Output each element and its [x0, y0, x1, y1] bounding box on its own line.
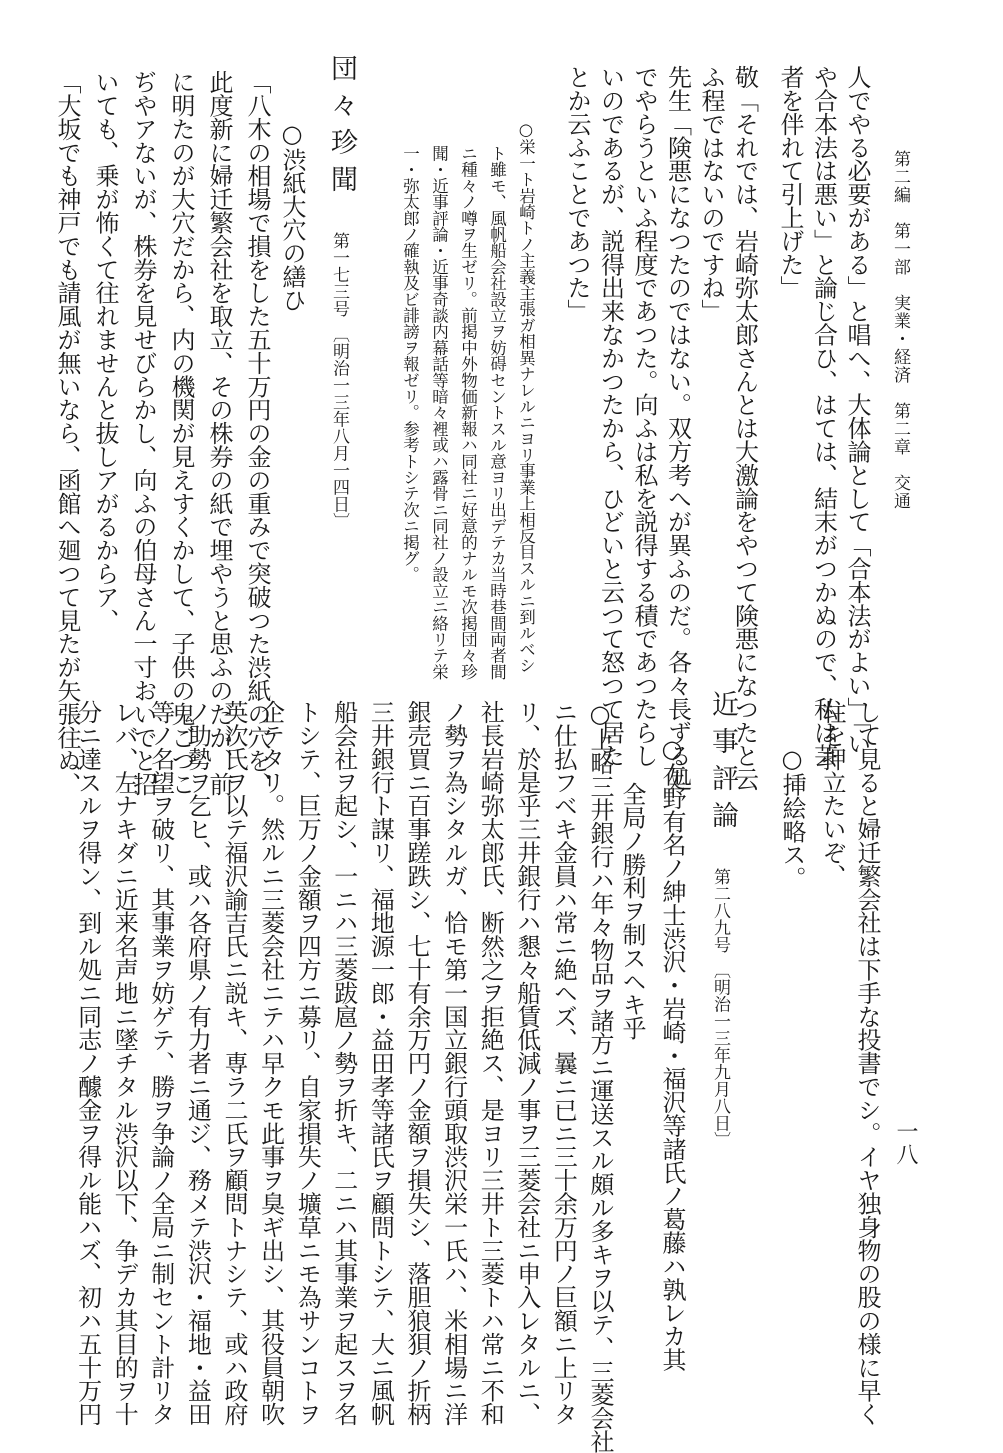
text-column: でやらうといふ程度であつた。向ふは私を説得する積であつたらし [630, 65, 658, 768]
dandan-issue: 第一七三号 〔明治一三年八月一四日〕 [329, 232, 349, 530]
text-column: 船会社ヲ起シ、一ニハ三菱跋扈ノ勢ヲ折キ、二ニハ其事業ヲ起スヲ名 [329, 700, 358, 1426]
text-column: ○上略三井銀行ハ年々物品ヲ諸方ニ運送スル頗ル多キヲ以テ、三菱会社 [586, 700, 614, 1453]
text-column: ノ助勢ヲ乞ヒ、或ハ各府県ノ有力者ニ通ジ、務メテ渋沢・福地・益田 [183, 700, 212, 1426]
text-column: 「大坂でも神戸でも請風が無いなら、函館へ廻つて見たが矢張往ぬ、 [53, 70, 81, 796]
text-column: 者を伴れて引上げた」 [776, 65, 804, 300]
text-column: に明たのが大穴だから、内の機関が見えすくかして、子供の鬼ごつこ [167, 70, 195, 796]
note-column: ト雖モ、風帆船会社設立ヲ妨碍セントスル意ヨリ出デテカ当時巷間両者間 [487, 145, 507, 680]
text-column: ふ程ではないのですね」 [697, 65, 725, 323]
note-column: ニ種々ノ噂ヲ生ゼリ。前掲中外物価新報ハ同社ニ好意的ナルモ次掲団々珍 [458, 145, 478, 680]
text-column: 柱を押立たいぞ、 [818, 700, 846, 888]
text-column: や合本法は悪い」と論じ合ひ、はては、結末がつかぬので、私は芸 [809, 65, 838, 768]
text-column: 人でやる必要がある」と唱へ、大体論として「合本法がよい」「い [843, 65, 871, 756]
text-column: 等ノ名望ヲ破リ、其事業ヲ妨ゲテ、勝ヲ争論ノ全局ニ制セント計リタ [146, 700, 175, 1426]
text-column: いのであるが、説得出来なかつたから、ひどいと云つて怒つて居た [596, 65, 625, 768]
text-column: 英次氏ヲ以テ福沢諭吉氏ニ説キ、専ラ二氏ヲ顧問トナシテ、或ハ政府 [220, 700, 248, 1426]
text-column: いても、乗が怖くて往れませんと抜しアがるからア、 [91, 70, 119, 632]
kinji-title: 近事評論 [707, 690, 738, 838]
text-column: 企テタリ。然ルニ三菱会社ニテハ早クモ此事ヲ臭ギ出シ、其役員朝吹 [256, 700, 285, 1426]
text-column: ノ勢ヲ為シタルガ、恰モ第一国立銀行頭取渋沢栄一氏ハ、米相場ニ洋 [439, 700, 468, 1426]
text-column: トシテ、巨万ノ金額ヲ四方ニ募リ、自家損失ノ壙草ニモ為サンコトヲ [293, 700, 322, 1426]
text-column: 三井銀行ト謀リ、福地源一郎・益田孝等諸氏ヲ顧問トシテ、大ニ風帆 [366, 700, 395, 1426]
text-column: リ、於是乎三井銀行ハ懇々船賃低減ノ事ヲ三菱会社ニ申入レタルニ、 [512, 700, 541, 1426]
note-column: 一・弥太郎ノ確執及ビ誹謗ヲ報ゼリ。参考トシテ次ニ掲グ。 [400, 145, 420, 583]
text-column: 社長岩崎弥太郎氏、断然之ヲ拒絶ス、是ヨリ三井ト三菱トハ常ニ不和 [476, 700, 505, 1426]
kinji-subheading-2: 全局ノ勝利ヲ制スヘキ乎 [618, 782, 646, 1040]
text-column: 「八木の相場で損をした五十万円の金の重みで突破つた渋紙の穴を、 [243, 70, 271, 796]
page-number: 一八 [893, 1120, 918, 1166]
text-column: 敬「それでは、岩崎弥太郎さんとは大激論をやつて険悪になつたと云 [730, 65, 759, 791]
text-column: 此度新に婦迁繁会社を取立、その株券の紙で埋やうと思ふのだが、前 [205, 70, 233, 796]
text-column: とか云ふことであつた」 [563, 65, 591, 323]
illustration-omitted-note: ○挿絵略ス。 [778, 745, 806, 890]
text-column: 銀売買ニ百事蹉跌シ、七十有余万円ノ金額ヲ損失シ、落胆狼狽ノ折柄 [403, 700, 431, 1426]
text-column: ニ仕払フベキ金員ハ常ニ絶ヘズ、曩ニ已ニ三十余万円ノ巨額ニ上リタ [549, 700, 578, 1426]
kinji-issue: 第二八九号 〔明治一三年九月八日〕 [710, 868, 730, 1149]
text-column: 先生「険悪になつたのではない。双方考へが異ふのだ。各々長ずる処 [663, 65, 692, 791]
text-column: して見ると婦迁繁会社は下手な投書でシ。イヤ独身物の股の様に早く [853, 700, 881, 1426]
dandan-subheading: ○渋紙大穴の繕ひ [278, 120, 306, 312]
dandan-title: 団々珍聞 [326, 54, 357, 202]
note-column: 聞・近事評論・近事奇談内幕話等暗々裡或ハ露骨ニ同社ノ設立ニ絡リテ栄 [429, 145, 449, 680]
text-column: ぢやアないが、株券を見せびらかし、向ふの伯母さん一寸おいでと招 [129, 70, 157, 796]
kinji-subheading: ○在野有名ノ紳士渋沢・岩崎・福沢等諸氏ノ葛藤ハ孰レカ其 [658, 735, 686, 1371]
text-column: 分ニ達スルヲ得ン、到ル処ニ同志ノ醵金ヲ得ル能ハズ、初ハ五十万円 [73, 700, 102, 1426]
running-header: 第二編 第一部 実業・経済 第二章 交通 [890, 150, 910, 510]
text-column: レバ、左ナキダニ近来名声地ニ墜チタル渋沢以下、争デカ其目的ヲ十 [110, 700, 139, 1426]
note-column: ○栄一ト岩崎トノ主義主張ガ相異ナレルニヨリ事業上相反目スルニ到ルベシ [516, 120, 536, 674]
